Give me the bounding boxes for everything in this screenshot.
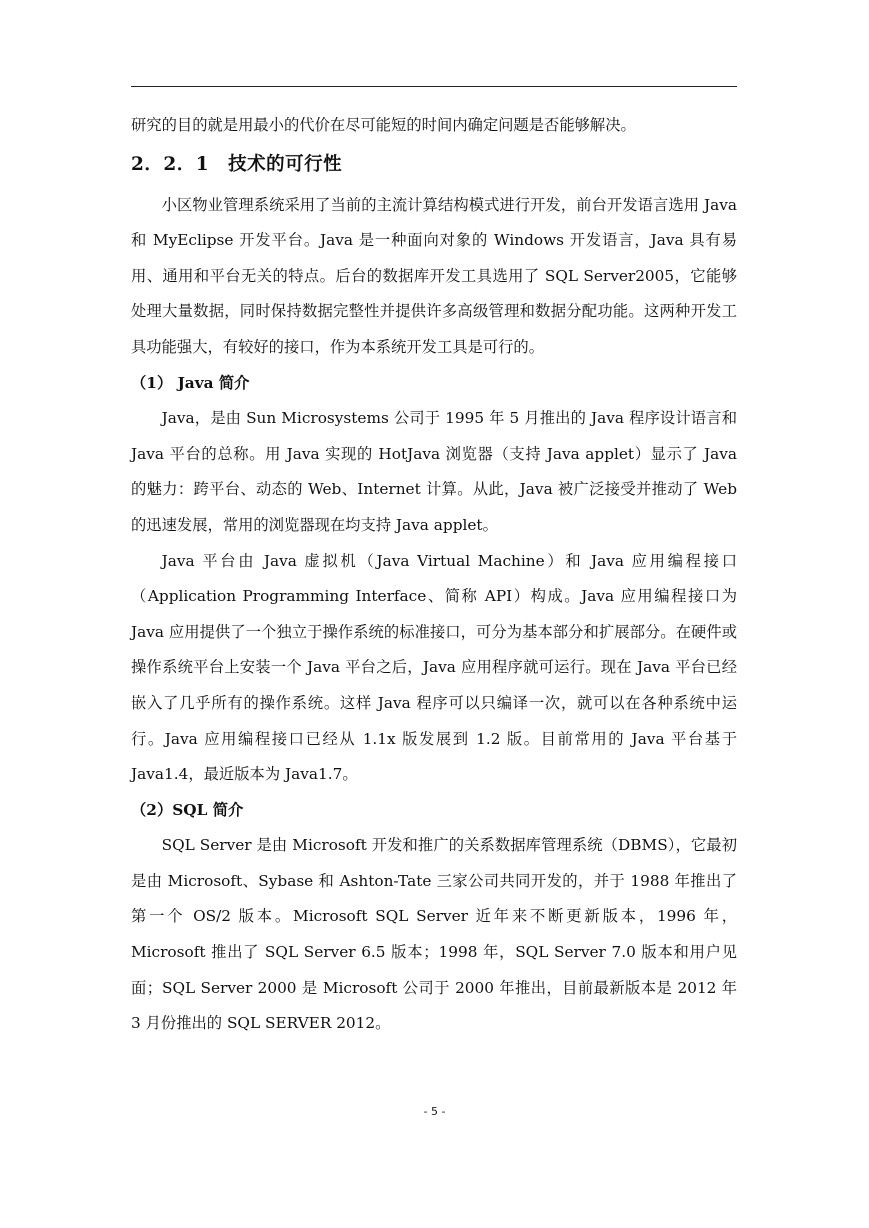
section-heading-technical-feasibility: 2．2．1 技术的可行性 bbox=[131, 153, 343, 175]
intro-line: 研究的目的就是用最小的代价在尽可能短的时间内确定问题是否能够解决。 bbox=[131, 116, 636, 134]
sql-intro-paragraph: SQL Server 是由 Microsoft 开发和推广的关系数据库管理系统（DBMS），它最初是由 Microsoft、Sybase 和 Ashton-Tate 三家公司共同开发的，并于 1988 年推出了第一个 OS/2 版本。Microsoft SQL Server 近年来不断更新版本，1996 年，Microsoft 推出了 SQL Server 6.5 版本；1998 年，SQL Server 7.0 版本和用户见面；SQL Server 2000 是 Microsoft 公司于 2000 年推出，目前最新版本是 2012 年 3 月份推出的 SQL SERVER 2012。 bbox=[131, 836, 737, 1033]
page-content bbox=[131, 108, 737, 1042]
technical-feasibility-paragraph: 小区物业管理系统采用了当前的主流计算结构模式进行开发，前台开发语言选用 Java 和 MyEclipse 开发平台。Java 是一种面向对象的 Windows 开发语言，Java 具有易用、通用和平台无关的特点。后台的数据库开发工具选用了 SQL Server2005，它能够处理大量数据，同时保持数据完整性并提供许多高级管理和数据分配功能。这两种开发工具功能强大，有较好的接口，作为本系统开发工具是可行的。 bbox=[131, 195, 737, 356]
java-intro-paragraph-2: Java 平台由 Java 虚拟机（Java Virtual Machine）和 Java 应用编程接口（Application Programming Interface、简称 API）构成。Java 应用编程接口为 Java 应用提供了一个独立于操作系统的标准接口，可分为基本部分和扩展部分。在硬件或操作系统平台上安装一个 Java 平台之后，Java 应用程序就可运行。现在 Java 平台已经嵌入了几乎所有的操作系统。这样 Java 程序可以只编译一次，就可以在各种系统中运行。Java 应用编程接口已经从 1.1x 版发展到 1.2 版。目前常用的 Java 平台基于 Java1.4，最近版本为 Java1.7。 bbox=[131, 551, 737, 784]
java-intro-paragraph-1: Java，是由 Sun Microsystems 公司于 1995 年 5 月推出的 Java 程序设计语言和 Java 平台的总称。用 Java 实现的 HotJava 浏览器（支持 Java applet）显示了 Java 的魅力：跨平台、动态的 Web、Internet 计算。从此，Java 被广泛接受并推动了 Web 的迅速发展，常用的浏览器现在均支持 Java applet。 bbox=[131, 409, 737, 534]
header-rule bbox=[131, 86, 737, 87]
sql-intro-heading: （2）SQL 简介 bbox=[131, 800, 244, 819]
page-number: - 5 - bbox=[423, 1105, 446, 1118]
java-intro-heading: （1） Java 简介 bbox=[131, 373, 250, 392]
